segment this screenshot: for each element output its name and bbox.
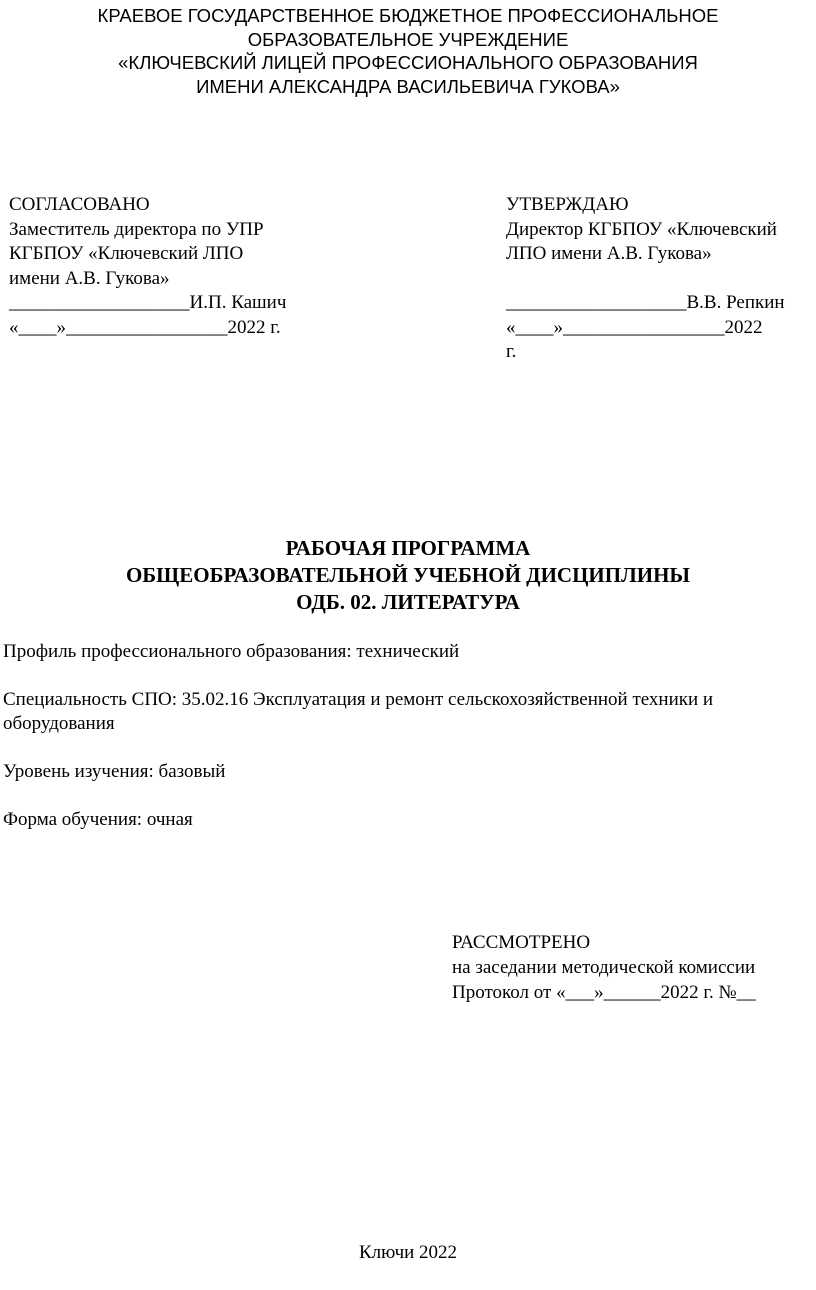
specialty-block — [3, 688, 713, 736]
header-line-4: ИМЕНИ АЛЕКСАНДРА ВАСИЛЬЕВИЧА ГУКОВА» — [196, 75, 620, 97]
title-line-2: ОБЩЕОБРАЗОВАТЕЛЬНОЙ УЧЕБНОЙ ДИСЦИПЛИНЫ — [125, 563, 691, 587]
study-form-line: Форма обучения: очная — [3, 809, 193, 830]
approved-date-continuation: г. — [506, 341, 517, 362]
agreed-heading: СОГЛАСОВАНО — [9, 194, 150, 215]
specialty-line-1: Специальность СПО: 35.02.16 Эксплуатация и ремонт сельскохозяйственной техники и — [3, 689, 714, 710]
institution-header — [0, 4, 816, 98]
agreed-block — [9, 193, 286, 340]
approved-signature-line: ___________________В.В. Репкин — [506, 292, 785, 313]
review-block — [452, 930, 756, 1005]
agreed-date-line: «____»_________________2022 г. — [9, 316, 281, 338]
footer-city-year: Ключи 2022 — [358, 1242, 458, 1263]
agreed-signature-line: ___________________И.П. Кашич — [9, 292, 287, 313]
agreed-position-line-3: имени А.В. Гукова» — [9, 267, 170, 289]
approved-spacer — [506, 267, 785, 292]
title-line-3: ОДБ. 02. ЛИТЕРАТУРА — [296, 590, 520, 614]
approved-position-line-2: ЛПО имени А.В. Гукова» — [506, 243, 712, 264]
approved-heading: УТВЕРЖДАЮ — [506, 194, 629, 215]
approved-block — [506, 193, 785, 365]
specialty-line-2: оборудования — [3, 713, 115, 734]
header-line-1: КРАЕВОЕ ГОСУДАРСТВЕННОЕ БЮДЖЕТНОЕ ПРОФЕССИОНАЛЬНОЕ — [97, 5, 719, 26]
header-line-2: ОБРАЗОВАТЕЛЬНОЕ УЧРЕЖДЕНИЕ — [247, 28, 569, 50]
document-title — [0, 535, 816, 616]
agreed-position-line-1: Заместитель директора по УПР — [9, 218, 264, 240]
review-heading: РАССМОТРЕНО — [452, 932, 591, 953]
title-line-1: РАБОЧАЯ ПРОГРАММА — [285, 536, 531, 560]
agreed-position-line-2: КГБПОУ «Ключевский ЛПО — [9, 243, 244, 264]
header-line-3: «КЛЮЧЕВСКИЙ ЛИЦЕЙ ПРОФЕССИОНАЛЬНОГО ОБРАЗОВАНИЯ — [118, 52, 698, 73]
review-commission-line: на заседании методической комиссии — [452, 957, 756, 978]
approved-date-line: «____»_________________2022 — [506, 316, 763, 338]
review-protocol-line: Протокол от «___»______2022 г. №__ — [452, 982, 756, 1003]
profile-line: Профиль профессионального образования: технический — [3, 641, 460, 662]
study-level-line: Уровень изучения: базовый — [3, 761, 226, 782]
approved-position-line-1: Директор КГБПОУ «Ключевский — [506, 218, 777, 240]
